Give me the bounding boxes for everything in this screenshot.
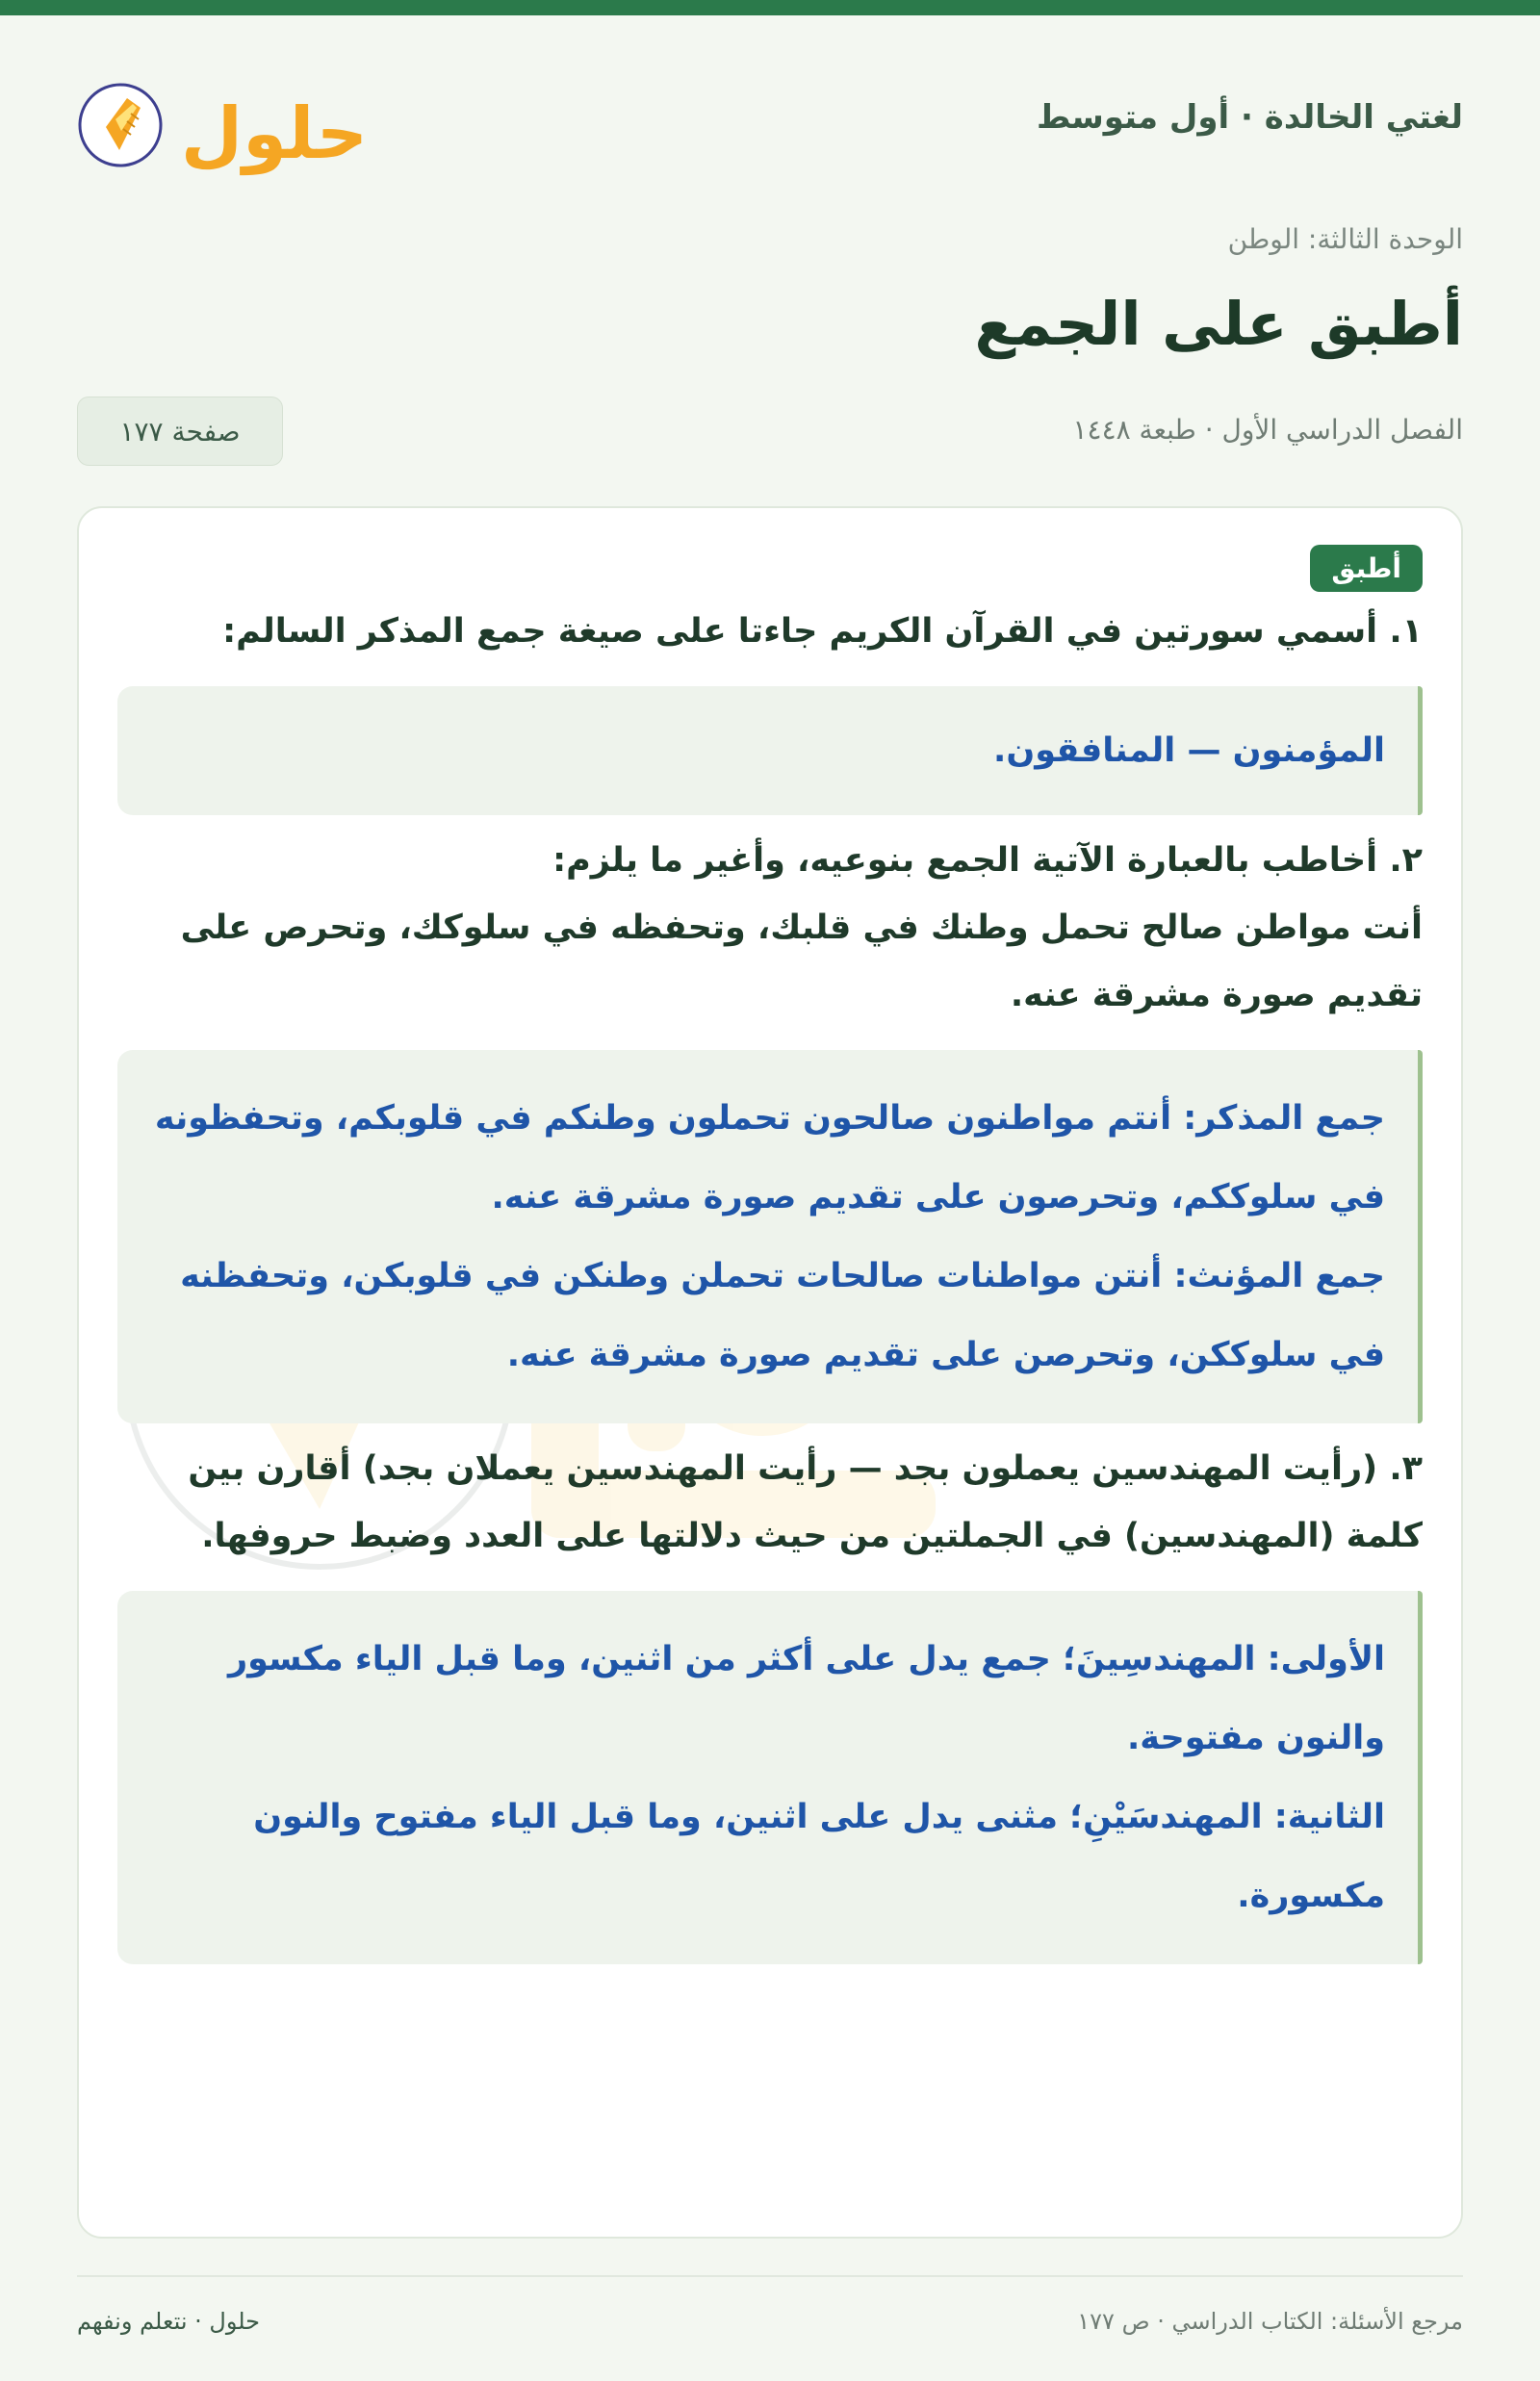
answer-2	[117, 1050, 1423, 1423]
footer-brand[interactable]: حلول · نتعلم ونفهم	[77, 2308, 260, 2335]
footer-reference: مرجع الأسئلة: الكتاب الدراسي · ص ١٧٧	[1077, 2308, 1463, 2335]
question-1-text: ١. أسمي سورتين في القرآن الكريم جاءتا على صيغة جمع المذكر السالم:	[222, 612, 1423, 651]
footer-divider	[77, 2275, 1463, 2277]
answer-2-feminine: جمع المؤنث: أنتن مواطنات صالحات تحملن وطنكن في قلوبكن، وتحفظنه في سلوككن، وتحرصن على تقديم صورة مشرقة عنه.	[180, 1257, 1385, 1374]
book-title: لغتي الخالدة · أول متوسط	[1036, 98, 1463, 137]
lesson-title: أطبق على الجمع	[974, 289, 1463, 359]
answer-3	[117, 1591, 1423, 1964]
hulul-logo[interactable]	[77, 64, 369, 179]
logo-graphic	[77, 64, 369, 179]
logo-wordmark: حلول	[180, 92, 369, 175]
apply-badge: أطبق	[1310, 545, 1423, 592]
question-2-passage: أنت مواطن صالح تحمل وطنك في قلبك، وتحفظه في سلوكك، وتحرص على تقديم صورة مشرقة عنه.	[180, 909, 1423, 1014]
page-header	[77, 64, 1463, 179]
question-3	[117, 1435, 1423, 1570]
answer-2-masculine: جمع المذكر: أنتم مواطنون صالحون تحملون وطنكم في قلوبكم، وتحفظونه في سلوككم، وتحرصون على تقديم صورة مشرقة عنه.	[154, 1099, 1385, 1216]
meta-row	[77, 397, 1463, 464]
answer-3-second: الثانية: المهندسَيْنِ؛ مثنى يدل على اثنين، وما قبل الياء مفتوح والنون مكسورة.	[253, 1798, 1385, 1915]
card-content	[117, 545, 1423, 1976]
question-2	[117, 827, 1423, 1029]
answer-3-first: الأولى: المهندسِينَ؛ جمع يدل على أكثر من اثنين، وما قبل الياء مكسور والنون مفتوحة.	[227, 1640, 1385, 1757]
question-2-text: ٢. أخاطب بالعبارة الآتية الجمع بنوعيه، وأغير ما يلزم:	[552, 841, 1423, 880]
edition-label: الفصل الدراسي الأول · طبعة ١٤٤٨	[1072, 414, 1463, 446]
question-1	[117, 598, 1423, 665]
answer-1-line-1: المؤمنون — المنافقون.	[993, 731, 1385, 770]
exercise-card	[77, 506, 1463, 2239]
unit-label: الوحدة الثالثة: الوطن	[1227, 223, 1463, 255]
top-accent-bar	[0, 0, 1540, 15]
question-3-text: ٣. (رأيت المهندسين يعملون بجد — رأيت المهندسين يعملان بجد) أقارن بين كلمة (المهندسين) في الجملتين من حيث دلالتها على العدد وضبط حروفها.	[188, 1449, 1423, 1555]
page-number-badge: صفحة ١٧٧	[77, 397, 283, 466]
answer-1	[117, 686, 1423, 815]
